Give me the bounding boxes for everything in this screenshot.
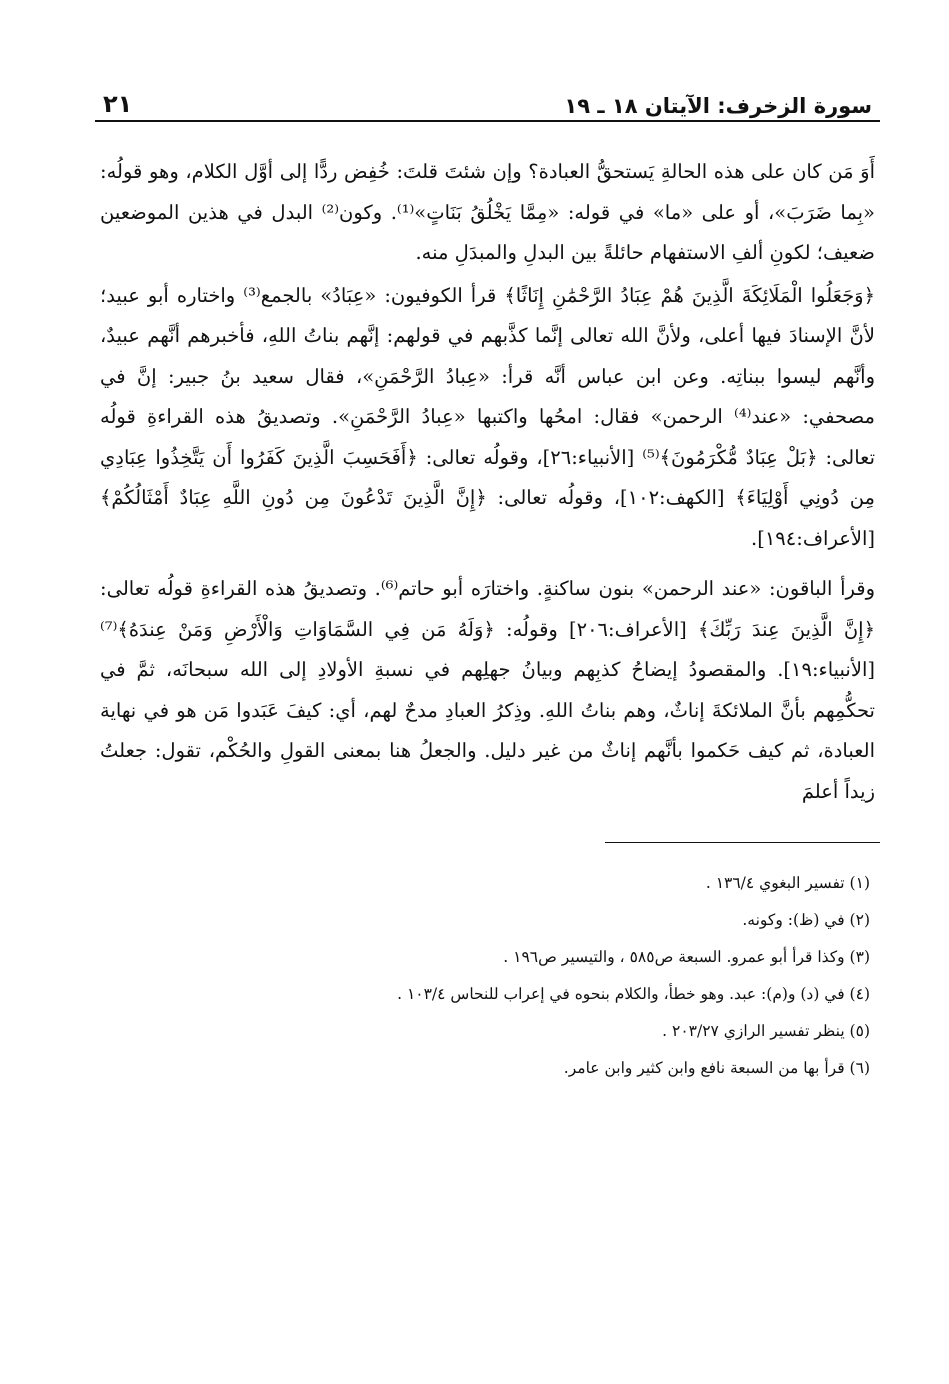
page-number: ٢١ xyxy=(103,90,133,118)
footnote: (٤) في (د) و(م): عبد. وهو خطأ، والكلام بنحوه في إعراب للنحاس ١٠٣/٤ . xyxy=(397,985,870,1003)
body-text xyxy=(95,152,880,812)
header-title: سورة الزخرف: الآيتان ١٨ ـ ١٩ xyxy=(564,94,872,118)
running-header xyxy=(95,78,880,122)
footnote: (٥) ينظر تفسير الرازي ٢٠٣/٢٧ . xyxy=(662,1022,870,1040)
paragraph: أَوَ مَن كان على هذه الحالةِ يَستحقُّ العبادة؟ وإن شئتَ قلتَ: خُفِض ردًّا إلى أوَّل الكلام، وهو قولُه: «بِما ضَرَبَ»، أو على «ما» في قوله: «مِمَّا يَخْلُقُ بَنَاتٍ»⁽¹⁾. وكون⁽²⁾ البدل في هذين الموضعين ضعيف؛ لكونِ ألفِ الاستفهام حائلةً بين البدلِ والمبدَلِ منه. xyxy=(100,160,875,264)
paragraph: ﴿وَجَعَلُوا الْمَلَائِكَةَ الَّذِينَ هُمْ عِبَادُ الرَّحْمَٰنِ إِنَاثًا﴾ قرأ الكوفيون: «عِبَادُ» بالجمع⁽³⁾ واختاره أبو عبيد؛ لأنَّ الإسنادَ فيها أعلى، ولأنَّ الله تعالى إنَّما كذَّبهم في قولهم: إنَّهم بناتُ اللهِ، فأخبرهم أنَّهم عبيدٌ، وأنَّهم ليسوا ببناتِه. وعن ابن عباس أنَّه قرأ: «عِبادُ الرَّحْمَنِ»، فقال سعيد بنُ جبير: إنَّ في مصحفي: «عند⁽⁴⁾ الرحمن» فقال: امحُها واكتبها «عِبادُ الرَّحْمَنِ». وتصديقُ هذه القراءةِ قولُه تعالى: ﴿بَلْ عِبَادٌ مُّكْرَمُونَ﴾⁽⁵⁾ [الأنبياء:٢٦]، وقولُه تعالى: ﴿أَفَحَسِبَ الَّذِينَ كَفَرُوا أَن يَتَّخِذُوا عِبَادِي مِن دُونِي أَوْلِيَاءَ﴾ [الكهف:١٠٢]، وقولُه تعالى: ﴿إِنَّ الَّذِينَ تَدْعُونَ مِن دُونِ اللَّهِ عِبَادٌ أَمْثَالُكُمْ﴾ [الأعراف:١٩٤]. xyxy=(100,283,875,550)
footnote: (٦) قرأ بها من السبعة نافع وابن كثير وابن عامر. xyxy=(563,1059,870,1077)
footnote: (١) تفسير البغوي ١٣٦/٤ . xyxy=(705,874,870,892)
footnotes xyxy=(95,865,880,1087)
paragraph: وقرأ الباقون: «عند الرحمن» بنون ساكنةٍ. واختارَه أبو حاتم⁽⁶⁾. وتصديقُ هذه القراءةِ قولُه تعالى: ﴿إِنَّ الَّذِينَ عِندَ رَبِّكَ﴾ [الأعراف:٢٠٦] وقولُه: ﴿وَلَهُ مَن فِي السَّمَاوَاتِ وَالْأَرْضِ وَمَنْ عِندَهُ﴾⁽⁷⁾ [الأنبياء:١٩]. والمقصودُ إيضاحُ كذبِهم وبيانُ جهلِهم في نسبةِ الأولادِ إلى الله سبحانَه، ثمَّ في تحكُّمِهم بأنَّ الملائكةَ إناثٌ، وهم بناتُ اللهِ. وذِكرُ العبادِ مدحٌ لهم، أي: كيفَ عَبَدوا مَن هو في نهاية العبادة، ثم كيف حَكموا بأنَّهم إناثٌ من غير دليل. والجعلُ هنا بمعنى القولِ والحُكْم، تقول: جعلتُ زيداً أعلمَ xyxy=(100,577,876,803)
footnote-separator-wrap xyxy=(95,812,880,843)
footnote-separator xyxy=(605,842,880,843)
book-page xyxy=(95,78,880,1358)
footnote: (٣) وكذا قرأ أبو عمرو. السبعة ص٥٨٥ ، والتيسير ص١٩٦ . xyxy=(503,948,870,966)
footnote: (٢) في (ظ): وكونه. xyxy=(742,911,870,929)
